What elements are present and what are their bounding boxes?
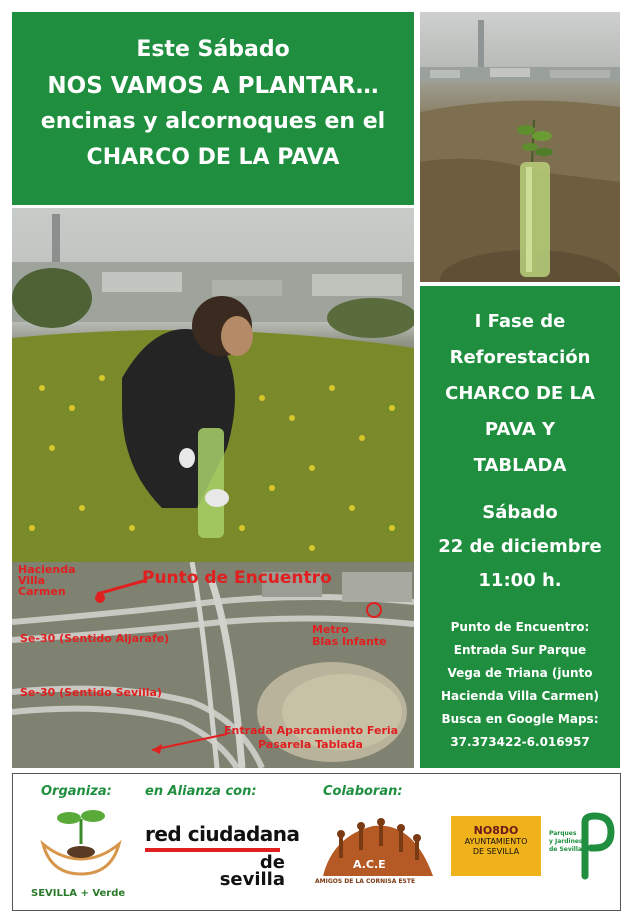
map-label-punto: Punto de Encuentro [142, 568, 332, 588]
planting-photo [12, 208, 414, 562]
red-ciudadana-line2: de [259, 852, 285, 873]
info-line-5: TABLADA [473, 455, 567, 476]
label-organiza: Organiza: [41, 784, 112, 799]
info-line-2: Reforestación [449, 347, 591, 368]
map-label-metro: Metro Blas Infante [312, 623, 387, 648]
title-line-4: CHARCO DE LA PAVA [86, 145, 340, 170]
map-label-hacienda: Hacienda Villa Carmen [18, 563, 76, 598]
title-line-1: Este Sábado [136, 37, 290, 62]
ayuntamiento-logo [451, 816, 541, 876]
ayuntamiento-line1: AYUNTAMIENTO [464, 837, 528, 846]
ace-title: A.C.E [353, 858, 386, 871]
sevilla-verde-text: SEVILLA + Verde [31, 888, 126, 899]
meeting-line: Punto de Encuentro: [450, 620, 590, 634]
hands-plant-icon [31, 804, 131, 884]
parques-jardines-logo [549, 812, 619, 882]
meeting-line: Entrada Sur Parque [453, 643, 587, 657]
red-ciudadana-logo [145, 822, 305, 888]
map-label-se30-sevilla: Se-30 (Sentido Sevilla) [20, 686, 162, 699]
info-box [420, 286, 620, 768]
map-label-se30-aljarafe: Se-30 (Sentido Aljarafe) [20, 632, 170, 645]
info-line-4: PAVA Y [484, 419, 556, 440]
sapling-illustration [420, 12, 620, 282]
meeting-line: Vega de Triana (junto [447, 666, 593, 680]
event-date: 22 de diciembre [438, 536, 602, 557]
red-ciudadana-line3: sevilla [219, 869, 285, 890]
meeting-line: Hacienda Villa Carmen) [440, 689, 600, 703]
ayuntamiento-no8do: NO8DO [473, 824, 519, 837]
ace-subtitle: AMIGOS DE LA CORNISA ESTE [315, 878, 416, 885]
sapling-photo [420, 12, 620, 282]
info-line-1: I Fase de [474, 311, 566, 332]
ace-logo [313, 806, 443, 904]
map-image [12, 562, 414, 768]
meeting-point [420, 616, 620, 754]
planting-illustration [12, 208, 414, 562]
event-day: Sábado [482, 502, 558, 523]
title-line-2: NOS VAMOS A PLANTAR… [47, 73, 379, 99]
ayuntamiento-line2: DE SEVILLA [472, 847, 520, 856]
event-time: 11:00 h. [478, 570, 562, 591]
info-line-3: CHARCO DE LA [445, 383, 595, 404]
title-box [12, 12, 414, 205]
label-alianza: en Alianza con: [145, 784, 257, 799]
sponsors-box [12, 773, 621, 911]
parques-p-icon [577, 812, 615, 880]
parques-text: Parques y Jardines de Sevilla [549, 830, 583, 853]
label-colaboran: Colaboran: [323, 784, 403, 799]
title-line-3: encinas y alcornoques en el [40, 109, 386, 134]
red-ciudadana-line1: red ciudadana [145, 822, 300, 846]
map-label-entrada: Entrada Aparcamiento Feria Pasarela Tablada [224, 724, 399, 751]
meeting-line: Busca en Google Maps: [441, 712, 599, 726]
sevilla-verde-logo [31, 804, 131, 904]
meeting-line: 37.373422-6.016957 [450, 735, 590, 749]
